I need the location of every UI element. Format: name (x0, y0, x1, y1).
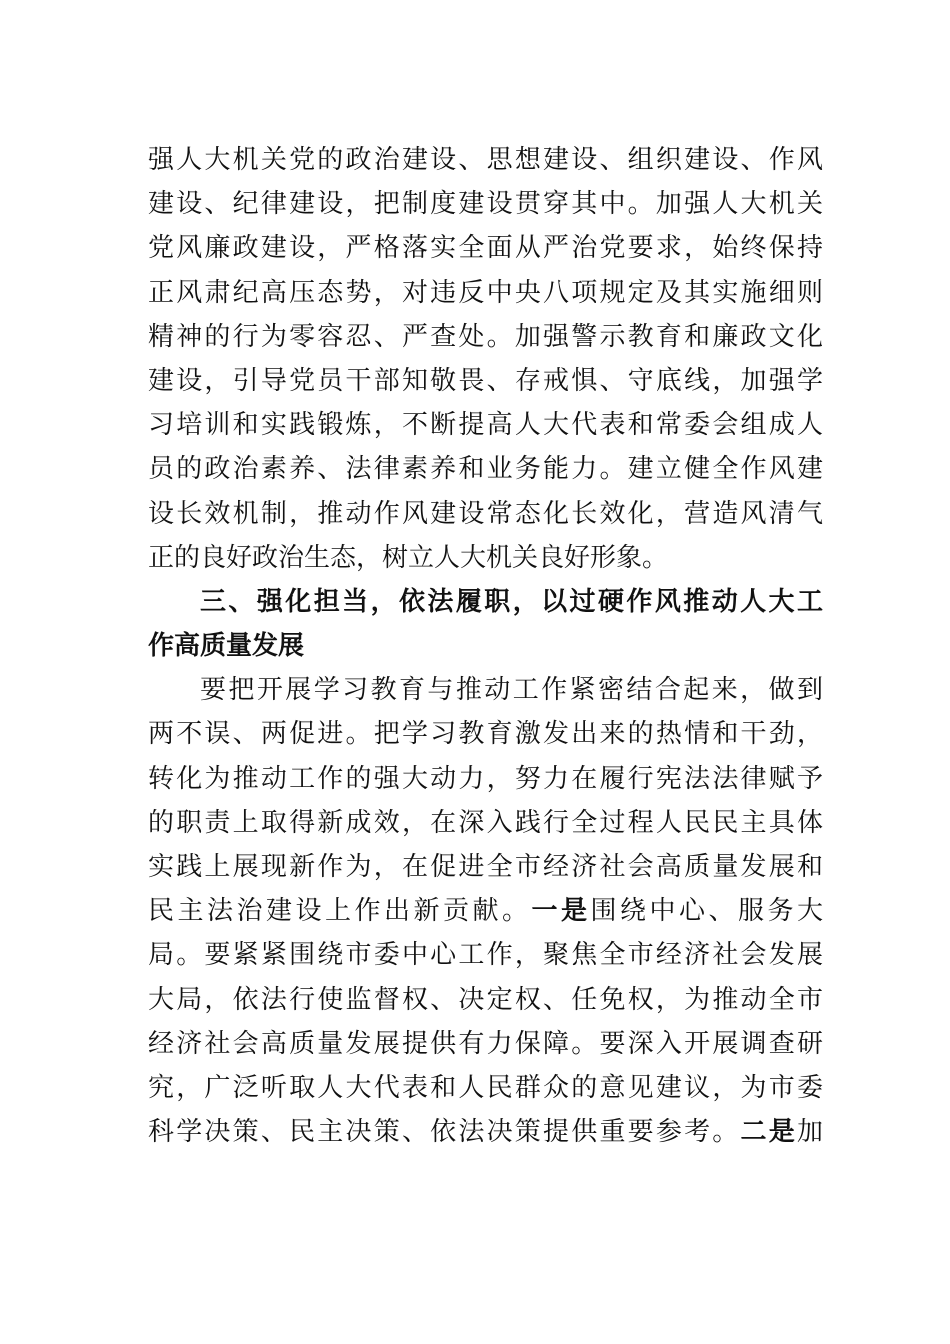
paragraph-work-promotion (148, 668, 823, 1154)
text-line: 转化为推动工作的强大动力，努力在履行宪法法律赋予 (148, 763, 823, 794)
heading-line: 三、强化担当，依法履职，以过硬作风推动人大工 (200, 586, 823, 617)
text-run: 加 (796, 1117, 823, 1148)
text-line: 实践上展现新作为，在促进全市经济社会高质量发展和 (148, 852, 823, 882)
bold-marker-second: 二是 (740, 1117, 797, 1148)
text-line: 习培训和实践锻炼，不断提高人大代表和常委会组成人 (148, 410, 823, 441)
text-line: 党风廉政建设，严格落实全面从严治党要求，始终保持 (148, 233, 823, 264)
text-line: 建设，引导党员干部知敬畏、存戒惧、守底线，加强学 (148, 365, 823, 396)
text-line: 究，广泛听取人大代表和人民群众的意见建议，为市委 (148, 1072, 823, 1103)
text-line: 强人大机关党的政治建设、思想建设、组织建设、作风 (148, 145, 823, 175)
bold-marker-first: 一是 (531, 896, 591, 927)
text-line: 经济社会高质量发展提供有力保障。要深入开展调查研 (148, 1028, 823, 1059)
text-run: 围绕中心、服务大 (590, 896, 823, 927)
text-line: 大局，依法行使监督权、决定权、任免权，为推动全市 (148, 984, 823, 1015)
text-line: 要把开展学习教育与推动工作紧密结合起来，做到 (200, 675, 823, 706)
text-line: 的职责上取得新成效，在深入践行全过程人民民主具体 (148, 807, 823, 838)
document-body (148, 138, 823, 1154)
text-line: 建设、纪律建设，把制度建设贯穿其中。加强人大机关 (148, 189, 823, 220)
text-line: 设长效机制，推动作风建设常态化长效化，营造风清气 (148, 498, 823, 529)
text-line: 员的政治素养、法律素养和业务能力。建立健全作风建 (148, 454, 823, 485)
text-line: 正的良好政治生态，树立人大机关良好形象。 (148, 542, 669, 573)
text-line: 正风肃纪高压态势，对违反中央八项规定及其实施细则 (148, 277, 823, 308)
text-line-mixed (148, 1110, 823, 1154)
text-line-mixed (148, 889, 823, 933)
text-run: 科学决策、民主决策、依法决策提供重要参考。 (148, 1117, 741, 1148)
text-run: 民主法治建设上作出新贡献。 (148, 896, 532, 927)
paragraph-party-building (148, 138, 823, 580)
text-line: 局。要紧紧围绕市委中心工作，聚焦全市经济社会发展 (148, 940, 823, 971)
text-line: 两不误、两促进。把学习教育激发出来的热情和干劲， (148, 719, 823, 750)
text-line: 精神的行为零容忍、严查处。加强警示教育和廉政文化 (148, 321, 823, 352)
heading-line: 作高质量发展 (148, 631, 305, 662)
section-heading-3 (148, 580, 823, 668)
